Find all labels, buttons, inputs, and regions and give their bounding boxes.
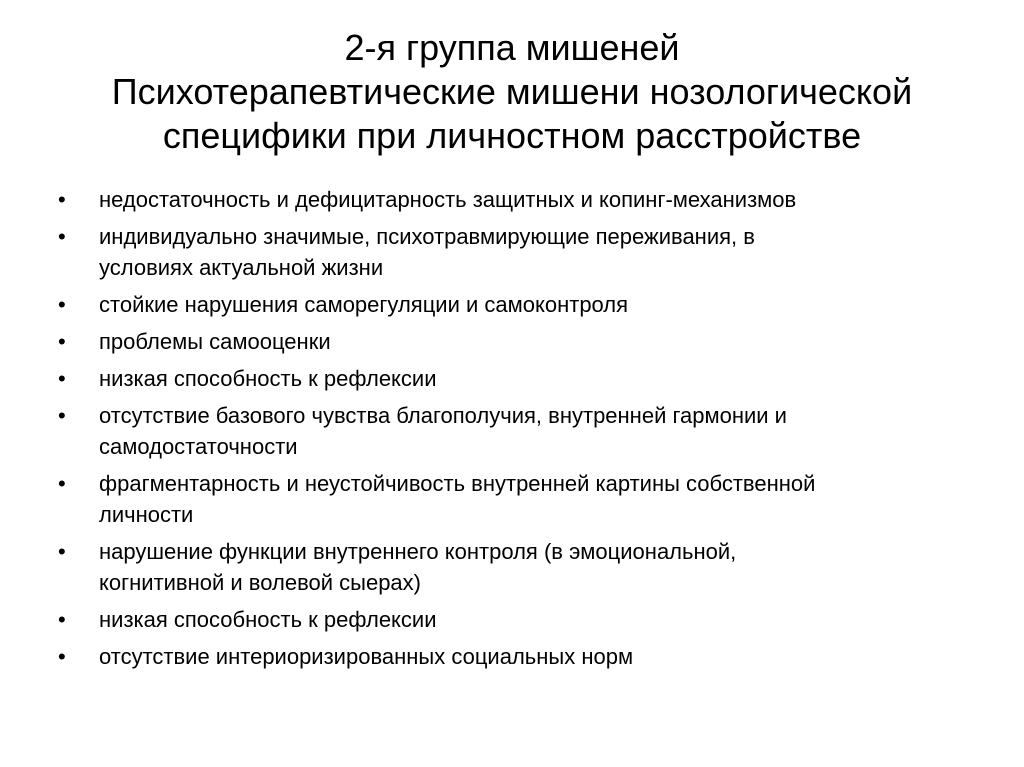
list-item <box>0 326 1024 357</box>
bullet-text: условиях актуальной жизни <box>99 255 384 280</box>
bullet-text: отсутствие базового чувства благополучия, внутренней гармонии и <box>99 403 787 428</box>
bullet-text: нарушение функции внутреннего контроля (в эмоциональной, <box>99 539 737 564</box>
bullet-text: когнитивной и волевой сыерах) <box>99 570 421 595</box>
bullet-icon: • <box>58 607 66 632</box>
bullet-text: самодостаточности <box>99 434 298 459</box>
list-item <box>0 363 1024 394</box>
bullet-text: личности <box>99 502 194 527</box>
bullet-text: проблемы самооценки <box>99 329 331 354</box>
bullet-text: стойкие нарушения саморегуляции и самоконтроля <box>99 292 629 317</box>
list-item <box>0 536 1024 598</box>
list-item <box>0 400 1024 462</box>
bullet-text: недостаточность и дефицитарность защитных и копинг-механизмов <box>99 187 797 212</box>
bullet-icon: • <box>58 292 66 317</box>
bullet-text: низкая способность к рефлексии <box>99 366 437 391</box>
list-item <box>0 604 1024 635</box>
bullet-text: низкая способность к рефлексии <box>99 607 437 632</box>
list-item <box>0 221 1024 283</box>
bullet-icon: • <box>58 329 66 354</box>
bullet-icon: • <box>58 644 66 669</box>
bullet-icon: • <box>58 187 66 212</box>
list-item <box>0 184 1024 215</box>
title-line-2: Психотерапевтические мишени нозологической <box>111 71 913 112</box>
bullet-icon: • <box>58 471 66 496</box>
bullet-icon: • <box>58 539 66 564</box>
bullet-icon: • <box>58 224 66 249</box>
list-item <box>0 641 1024 672</box>
list-item <box>0 468 1024 530</box>
bullet-text: фрагментарность и неустойчивость внутренней картины собственной <box>99 471 816 496</box>
bullet-text: отсутствие интериоризированных социальных норм <box>99 644 634 669</box>
bullet-icon: • <box>58 366 66 391</box>
list-item <box>0 289 1024 320</box>
bullet-text: индивидуально значимые, психотравмирующие переживания, в <box>99 224 755 249</box>
title-line-3: специфики при личностном расстройстве <box>162 115 862 156</box>
title-line-1: 2-я группа мишеней <box>344 27 680 68</box>
slide-title <box>40 26 984 158</box>
bullet-icon: • <box>58 403 66 428</box>
bullet-list <box>0 184 1024 678</box>
